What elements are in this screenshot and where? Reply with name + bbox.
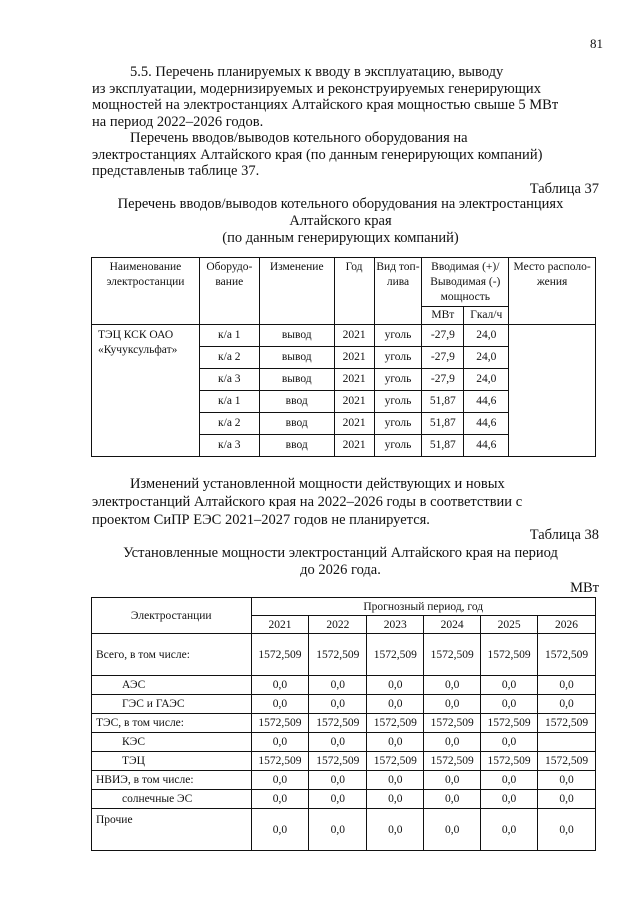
- heading-line: 5.5. Перечень планируемых к вводу в эксплуатацию, выводу: [130, 64, 504, 80]
- cell-change: ввод: [259, 413, 334, 435]
- cell-value: 1572,509: [367, 634, 424, 676]
- cell-value: 0,0: [251, 733, 309, 752]
- cell-value: 1572,509: [309, 714, 367, 733]
- cell-value: 0,0: [309, 790, 367, 809]
- row-name: ТЭЦ: [92, 752, 252, 771]
- cell-value: 0,0: [424, 733, 481, 752]
- cell-value: 0,0: [367, 790, 424, 809]
- cell-value: 0,0: [309, 733, 367, 752]
- header-equipment: Оборудо-вание: [199, 258, 259, 325]
- cell-fuel: уголь: [374, 369, 422, 391]
- header-station: Наименование электростанции: [92, 258, 200, 325]
- table37-title-line: (по данным генерирующих компаний): [222, 230, 459, 246]
- cell-equipment: к/а 1: [199, 391, 259, 413]
- cell-gcal: 44,6: [464, 391, 509, 413]
- cell-mw: -27,9: [422, 369, 464, 391]
- table-row: [92, 325, 596, 347]
- header-year: Год: [334, 258, 374, 325]
- cell-value: 0,0: [309, 695, 367, 714]
- cell-value: 0,0: [538, 809, 596, 851]
- table38-header-row: [92, 598, 596, 616]
- cell-value: 0,0: [538, 771, 596, 790]
- intro-line: электростанциях Алтайского края (по данным генерирующих компаний): [92, 146, 543, 163]
- header-gcal: Гкал/ч: [464, 307, 509, 325]
- row-name: КЭС: [92, 733, 252, 752]
- cell-value: 0,0: [424, 695, 481, 714]
- table-row: [92, 733, 596, 752]
- header-change: Изменение: [259, 258, 334, 325]
- cell-value: 0,0: [309, 676, 367, 695]
- cell-value: 0,0: [481, 695, 538, 714]
- cell-fuel: уголь: [374, 413, 422, 435]
- cell-mw: -27,9: [422, 347, 464, 369]
- cell-equipment: к/а 2: [199, 347, 259, 369]
- header-location: Место располо-жения: [509, 258, 596, 325]
- cell-value: 0,0: [367, 676, 424, 695]
- cell-value: 0,0: [367, 809, 424, 851]
- row-name: ГЭС и ГАЭС: [92, 695, 252, 714]
- row-name: солнечные ЭС: [92, 790, 252, 809]
- table37-title-line: Алтайского края: [289, 213, 392, 229]
- cell-change: вывод: [259, 325, 334, 347]
- cell-value: 0,0: [424, 790, 481, 809]
- row-name: АЭС: [92, 676, 252, 695]
- cell-value: 0,0: [367, 695, 424, 714]
- cell-year: 2021: [334, 391, 374, 413]
- header-stations: Электростанции: [92, 598, 252, 634]
- page-number: 81: [590, 36, 603, 51]
- cell-value: 1572,509: [424, 714, 481, 733]
- cell-value: 1572,509: [367, 714, 424, 733]
- table38: [91, 597, 596, 851]
- table-row: [92, 752, 596, 771]
- cell-value: 0,0: [481, 676, 538, 695]
- cell-gcal: 24,0: [464, 325, 509, 347]
- cell-value: 0,0: [424, 676, 481, 695]
- heading-line: из эксплуатации, модернизируемых и реконструируемых генерирующих: [92, 80, 541, 97]
- row-name: Всего, в том числе:: [92, 634, 252, 676]
- cell-value: 1572,509: [251, 714, 309, 733]
- cell-value: 0,0: [538, 790, 596, 809]
- cell-value: 0,0: [251, 771, 309, 790]
- cell-value: 1572,509: [481, 752, 538, 771]
- table38-unit: МВт: [570, 580, 599, 596]
- table-row: [92, 771, 596, 790]
- header-year: 2025: [481, 616, 538, 634]
- cell-value: 0,0: [251, 695, 309, 714]
- cell-mw: 51,87: [422, 435, 464, 457]
- cell-value: 1572,509: [251, 634, 309, 676]
- cell-year: 2021: [334, 325, 374, 347]
- cell-value: 1572,509: [424, 634, 481, 676]
- station-name: ТЭЦ КСК ОАО «Кучуксульфат»: [92, 325, 200, 457]
- header-fuel: Вид топ-лива: [374, 258, 422, 325]
- cell-value: 0,0: [251, 790, 309, 809]
- cell-gcal: 24,0: [464, 369, 509, 391]
- header-year: 2022: [309, 616, 367, 634]
- intro-paragraph: [92, 130, 589, 180]
- header-year: 2023: [367, 616, 424, 634]
- cell-value: [538, 733, 596, 752]
- cell-value: 0,0: [481, 771, 538, 790]
- row-name: ТЭС, в том числе:: [92, 714, 252, 733]
- cell-value: 1572,509: [424, 752, 481, 771]
- cell-gcal: 44,6: [464, 413, 509, 435]
- row-name: Прочие: [92, 809, 252, 851]
- middle-line: проектом СиПР ЕЭС 2021–2027 годов не планируется.: [92, 512, 430, 528]
- cell-value: 0,0: [424, 771, 481, 790]
- header-mw: МВт: [422, 307, 464, 325]
- cell-equipment: к/а 2: [199, 413, 259, 435]
- table38-title: [92, 545, 589, 579]
- cell-value: 1572,509: [309, 752, 367, 771]
- cell-change: вывод: [259, 369, 334, 391]
- cell-value: 0,0: [424, 809, 481, 851]
- cell-location: [509, 325, 596, 457]
- cell-gcal: 44,6: [464, 435, 509, 457]
- header-year: 2024: [424, 616, 481, 634]
- table37-title-line: Перечень вводов/выводов котельного оборудования на электростанциях: [117, 196, 564, 212]
- table-row: [92, 714, 596, 733]
- table-row: [92, 695, 596, 714]
- header-period: Прогнозный период, год: [251, 598, 596, 616]
- table38-title-line: до 2026 года.: [300, 562, 381, 578]
- cell-fuel: уголь: [374, 435, 422, 457]
- cell-mw: 51,87: [422, 413, 464, 435]
- cell-value: 0,0: [538, 676, 596, 695]
- cell-value: 0,0: [309, 771, 367, 790]
- cell-value: 0,0: [481, 790, 538, 809]
- cell-equipment: к/а 3: [199, 435, 259, 457]
- header-year: 2021: [251, 616, 309, 634]
- header-capacity: Вводимая (+)/ Выводимая (-) мощность: [422, 258, 509, 307]
- cell-value: 1572,509: [481, 714, 538, 733]
- cell-change: ввод: [259, 391, 334, 413]
- section-heading: [92, 64, 589, 130]
- cell-fuel: уголь: [374, 347, 422, 369]
- table37-label: Таблица 37: [529, 181, 599, 197]
- middle-paragraph: [92, 475, 589, 529]
- cell-value: 0,0: [367, 733, 424, 752]
- intro-line: Перечень вводов/выводов котельного оборудования на: [130, 130, 468, 146]
- cell-year: 2021: [334, 369, 374, 391]
- header-year: 2026: [538, 616, 596, 634]
- table-row: [92, 634, 596, 676]
- table38-title-line: Установленные мощности электростанций Алтайского края на период: [123, 545, 558, 561]
- cell-change: вывод: [259, 347, 334, 369]
- cell-value: 1572,509: [481, 634, 538, 676]
- cell-fuel: уголь: [374, 391, 422, 413]
- table38-label: Таблица 38: [529, 527, 599, 543]
- middle-line: электростанций Алтайского края на 2022–2026 годы в соответствии с: [92, 494, 523, 510]
- table37: [91, 257, 596, 457]
- cell-gcal: 24,0: [464, 347, 509, 369]
- cell-year: 2021: [334, 347, 374, 369]
- cell-year: 2021: [334, 413, 374, 435]
- table37-header-row: [92, 258, 596, 307]
- table-row: [92, 676, 596, 695]
- cell-value: 0,0: [538, 695, 596, 714]
- cell-value: 1572,509: [538, 634, 596, 676]
- table-row: [92, 809, 596, 851]
- cell-value: 0,0: [481, 809, 538, 851]
- cell-change: ввод: [259, 435, 334, 457]
- cell-value: 1572,509: [309, 634, 367, 676]
- cell-equipment: к/а 1: [199, 325, 259, 347]
- cell-value: 1572,509: [251, 752, 309, 771]
- cell-value: 0,0: [367, 771, 424, 790]
- cell-value: 0,0: [251, 676, 309, 695]
- cell-value: 0,0: [251, 809, 309, 851]
- middle-line: Изменений установленной мощности действующих и новых: [130, 476, 505, 492]
- cell-year: 2021: [334, 435, 374, 457]
- cell-value: 1572,509: [538, 714, 596, 733]
- cell-fuel: уголь: [374, 325, 422, 347]
- heading-line: мощностей на электростанциях Алтайского края мощностью свыше 5 МВт: [92, 97, 559, 113]
- cell-value: 0,0: [309, 809, 367, 851]
- cell-value: 0,0: [481, 733, 538, 752]
- cell-mw: -27,9: [422, 325, 464, 347]
- heading-line: на период 2022–2026 годов.: [92, 113, 264, 130]
- cell-equipment: к/а 3: [199, 369, 259, 391]
- table37-title: [92, 196, 589, 247]
- table-row: [92, 790, 596, 809]
- cell-mw: 51,87: [422, 391, 464, 413]
- row-name: НВИЭ, в том числе:: [92, 771, 252, 790]
- cell-value: 1572,509: [538, 752, 596, 771]
- cell-value: 1572,509: [367, 752, 424, 771]
- intro-line: представленыв таблице 37.: [92, 163, 260, 179]
